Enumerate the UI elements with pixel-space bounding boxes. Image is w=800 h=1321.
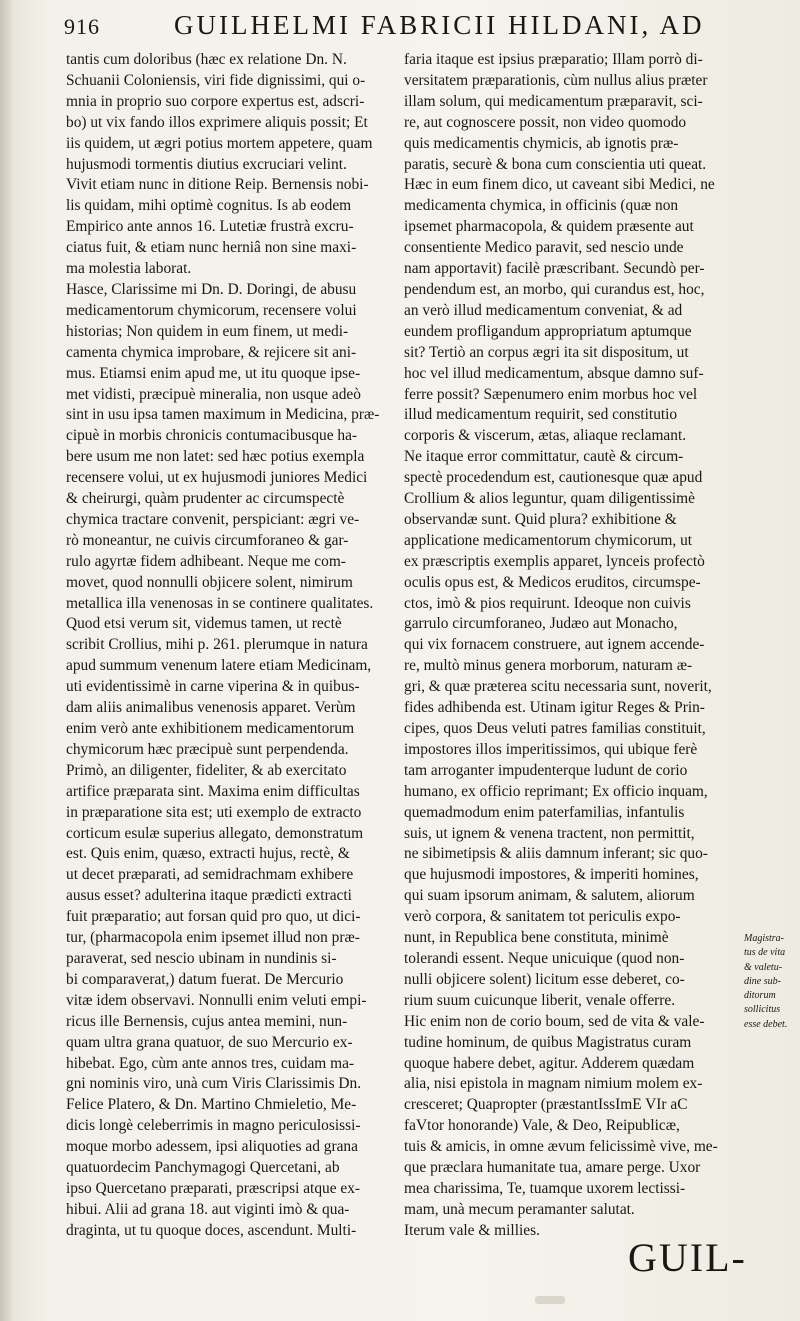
marginal-note [744,932,798,1032]
text-line: fides adhibenda est. Utinam igitur Reges & Prin- [404,699,705,717]
catchword: GUIL- [628,1235,747,1280]
text-line: Schuanii Coloniensis, viri fide dignissimi, qui o- [66,71,366,89]
text-line: quatuordecim Panchymagogi Quercetani, ab [66,1159,340,1177]
text-line: Primò, an diligenter, fideliter, & ab exercitato [66,761,347,779]
text-line: fuit præparatio; aut forsan quid pro quo, ut dici- [66,908,361,926]
text-line: rulo agyrtæ fidem adhibeant. Neque me com- [66,552,346,570]
text-line: garrulo circumforaneo, Judæo aut Monacho, [404,615,678,633]
text-line: recensere volui, ut ex hujusmodi juniores Medici [66,469,368,487]
text-line: hujusmodi tormentis diutius excruciari velint. [66,155,347,173]
text-line: applicatione medicamentorum chymicorum, ut [404,531,693,549]
text-line: dicis longè celeberrimis in magno periculosissi- [66,1117,361,1135]
marginal-note-line: dine sub- [744,975,781,987]
text-line: an verò illud medicamentum conveniat, & ad [404,301,683,319]
marginal-note-line: ditorum [744,990,776,1002]
text-line: faVtor honorande) Vale, & Deo, Reipublicæ, [404,1117,680,1135]
text-line: que præclara humanitate tua, amare perge. Uxor [404,1159,701,1177]
text-line: chymicorum hæc præcipuè sunt perpendenda. [66,740,349,758]
text-line: faria itaque est ipsius præparatio; Illam porrò di- [404,51,703,68]
text-line: in præparatione sita est; uti exemplo de extracto [66,803,362,821]
marginal-note-line: & valetu- [744,961,783,973]
text-line: Felice Platero, & Dn. Martino Chmieletio, Me- [66,1096,357,1114]
text-line: enim verò ante exhibitionem medicamentorum [66,720,355,737]
text-line: chymica tractare convenit, perspiciant: ægri ve- [66,510,360,528]
page-number: 916 [64,14,100,39]
text-line: ipsemet pharmacopola, & quidem præsente aut [404,218,694,236]
text-line: Vivit etiam nunc in ditione Reip. Bernensis nobi- [66,176,369,194]
text-line: rium suum cuicunque liberit, venale offerre. [404,991,676,1009]
text-line: scribit Crollius, mihi p. 261. plerumque in natura [66,636,368,654]
text-line: quis medicamentis chymicis, ab ignotis præ- [404,134,679,152]
ink-smudge [535,1296,565,1304]
text-line: ipso Quercetano præparati, præscripsi atque ex- [66,1179,361,1197]
text-line: historias; Non quidem in eum finem, ut medi- [66,322,349,340]
text-line: medicamentorum chymicorum, recensere volui [66,301,357,319]
text-line: camenta chymica improbare, & rejicere sit ani- [66,343,357,361]
text-line: lis quidam, mihi optimè cognitus. Is ab eodem [66,197,352,215]
text-line: sit? Tertiò an corpus ægri ita sit dispositum, ut [404,343,689,361]
marginal-note-line: sollicitus [744,1004,781,1016]
text-line: ausus esset? adulterina itaque prædicti extracti [66,887,352,905]
text-line: eundem profligandum appropriatum aptumque [404,322,692,340]
text-line: corticum esulæ superius allegato, demonstratum [66,824,364,842]
text-line: tam arroganter impudenterque ludunt de corio [404,761,688,779]
text-line: mnia in proprio suo corpore expertus est, adscri- [66,92,365,110]
text-line: mus. Etiamsi enim apud me, ut itu quoque ipse- [66,364,361,382]
text-line: corporis & viscerum, ætas, aliaque reclamant. [404,427,687,445]
left-text-column [66,50,394,1242]
page-header [64,8,744,48]
text-line: illud medicamentum requirit, sed constitutio [404,406,678,424]
text-line: paraverat, sed nescio ubinam in nundinis si- [66,949,337,967]
text-line: bo) ut vix fando illos exprimere aliquis possit; Et [66,113,368,131]
text-line: bi comparaverat,) datum fuerat. De Mercurio [66,970,344,988]
text-line: cresceret; Quapropter (præstantIssImE VIr aC [404,1096,688,1114]
text-line: iis quidem, ut ægri potius mortem appetere, quam [66,134,373,152]
text-line: tantis cum doloribus (hæc ex relatione Dn. N. [66,51,347,68]
text-line: dam aliis animalibus venenosis apparet. Verùm [66,699,356,717]
text-line: nulli objicere solent) licitum esse deberet, co- [404,970,685,988]
text-line: re, aut cognoscere possit, non video quomodo [404,113,687,131]
text-line: ne sibimetipsis & aliis damnum inferant; sic quo- [404,845,708,863]
text-line: illam solum, qui medicamentum præparavit, sci- [404,92,703,110]
text-line: Crollium & alios leguntur, quam diligentissimè [404,490,695,508]
text-line: oculis opus est, & Medicos eruditos, circumspe- [404,573,701,591]
closing-line: Iterum vale & millies. [404,1221,540,1239]
marginal-note-line: tus de vita [744,947,786,959]
text-line: medicamenta chymica, in officinis (quæ non [404,197,679,215]
text-line: ut decet præparati, ad semidrachmam exhibere [66,866,354,884]
text-line: impostores illos imperitissimos, qui ubique ferè [404,740,698,758]
text-line: met vidisti, præcipuè mineralia, non usque adeò [66,385,361,403]
text-line: verò corpora, & sanitatem tot periculis expo- [404,908,681,926]
text-line: humano, ex officio reprimant; Ex officio inquam, [404,782,708,800]
text-line: tuis & amicis, in omne ævum felicissimè vive, me- [404,1138,718,1156]
text-line: movet, quod nonnulli objicere solent, nimirum [66,573,353,591]
right-text-column [404,50,742,1242]
text-line: ricus ille Bernensis, cujus antea memini, nun- [66,1012,348,1030]
text-line: Hasce, Clarissime mi Dn. D. Doringi, de abusu [66,280,357,298]
text-line: ctos, imò & pios requirunt. Ideoque non cuivis [404,594,691,612]
text-line: que hujusmodi impostores, & imperiti homines, [404,866,699,884]
text-line: tur, (pharmacopola enim ipsemet illud non præ- [66,929,360,947]
text-line: nam apportavit) facilè præscribant. Secundò per- [404,260,705,278]
text-line: consentiente Medico paravit, sed nescio unde [404,239,684,257]
text-line: moque morbo adessem, ipsi aliquoties ad grana [66,1138,358,1156]
text-line: cipes, quos Deus veluti patres familias constituit, [404,720,706,737]
text-line: vitæ idem observavi. Nonnulli enim veluti empi- [66,991,367,1009]
text-line: rò moneantur, ne cuivis circumforaneo & gar- [66,531,349,549]
text-line: cipuè in morbis chronicis contumacibusque ha- [66,427,358,445]
text-line: hibui. Alii ad grana 18. aut viginti imò & qua- [66,1200,350,1218]
text-line: quam ultra grana quatuor, de suo Mercurio ex- [66,1033,353,1051]
text-line: apud summum venenum latere etiam Medicinam, [66,657,372,675]
text-line: ferre possit? Sæpenumero enim morbus hoc vel [404,385,698,403]
text-line: nunt, in Republica bene constituta, minimè [404,929,669,947]
text-line: Hic enim non de corio boum, sed de vita & vale- [404,1012,705,1030]
text-line: tudine hominum, de quibus Magistratus curam [404,1033,692,1051]
text-line: gri, & quæ præterea scitu necessaria sunt, noverit, [404,678,712,696]
text-line: observandæ sunt. Quid plura? exhibitione & [404,510,677,528]
text-line: qui vix fornacem construere, aut ignem accende- [404,636,705,654]
text-line: ciatus fuit, & etiam nunc herniâ non sine maxi- [66,239,357,257]
text-line: Hæc in eum finem dico, ut caveant sibi Medici, ne [404,176,715,194]
text-line: ex præscriptis exemplis apparet, lynceis profectò [404,552,705,570]
text-line: bere usum me non latet: sed hæc potius exempla [66,448,365,466]
spine-shadow [0,0,14,1321]
text-line: est. Quis enim, quæso, extracti hujus, rectè, & [66,845,350,863]
closing-line: mam, unà mecum peramanter salutat. [404,1200,635,1218]
text-line: gni nominis viro, unà cum Viris Clarissimis Dn. [66,1075,362,1093]
text-line: ma molestia laborat. [66,260,192,278]
text-line: hoc vel illud medicamentum, absque damno suf- [404,364,704,382]
text-line: spectè procedendum est, cautionesque quæ apud [404,469,703,487]
text-line: quoque habere debet, agitur. Adderem quædam [404,1054,695,1072]
text-line: quemadmodum enim paterfamilias, infantulis [404,803,685,821]
text-line: & cheirurgi, quàm prudenter ac circumspectè [66,490,345,508]
marginal-note-line: esse debet. [744,1018,788,1030]
text-line: sint in usu ipsa tamen maximum in Medicina, præ- [66,406,380,424]
text-line: versitatem præparationis, cùm nullus alius præter [404,71,708,89]
text-line: paratis, securè & bona cum conscientia uti queat. [404,155,707,173]
text-line: qui suam ipsorum animam, & salutem, aliorum [404,887,695,905]
text-line: draginta, ut tu quoque doces, ascendunt. Multi- [66,1221,357,1239]
text-line: mea charissima, Te, tuamque uxorem lectissi- [404,1179,686,1197]
text-line: Quod etsi verum sit, videmus tamen, ut rectè [66,615,342,633]
text-line: alia, nisi epistola in magnam nimium molem ex- [404,1075,703,1093]
running-head: GUILHELMI FABRICII HILDANI, AD [174,10,705,40]
text-line: pendendum est, an morbo, qui curandus est, hoc, [404,280,705,298]
text-line: re, multò minus genera morborum, naturam æ- [404,657,693,675]
text-line: Ne itaque error committatur, cautè & circum- [404,448,684,466]
text-line: metallica illa venenosas in se continere qualitates. [66,594,374,612]
text-line: Empirico ante annos 16. Lutetiæ frustrà excru- [66,218,354,236]
marginal-note-line: Magistra- [744,933,784,944]
text-line: suis, ut ignem & venena tractent, non permittit, [404,824,695,842]
text-line: uti evidentissimè in carne viperina & in quibus- [66,678,360,696]
text-line: hibebat. Ego, cùm ante annos tres, cuidam ma- [66,1054,355,1072]
text-line: artifice præparata sint. Maxima enim difficultas [66,782,360,800]
text-line: tolerandi essent. Neque unicuique (quod non- [404,949,685,967]
